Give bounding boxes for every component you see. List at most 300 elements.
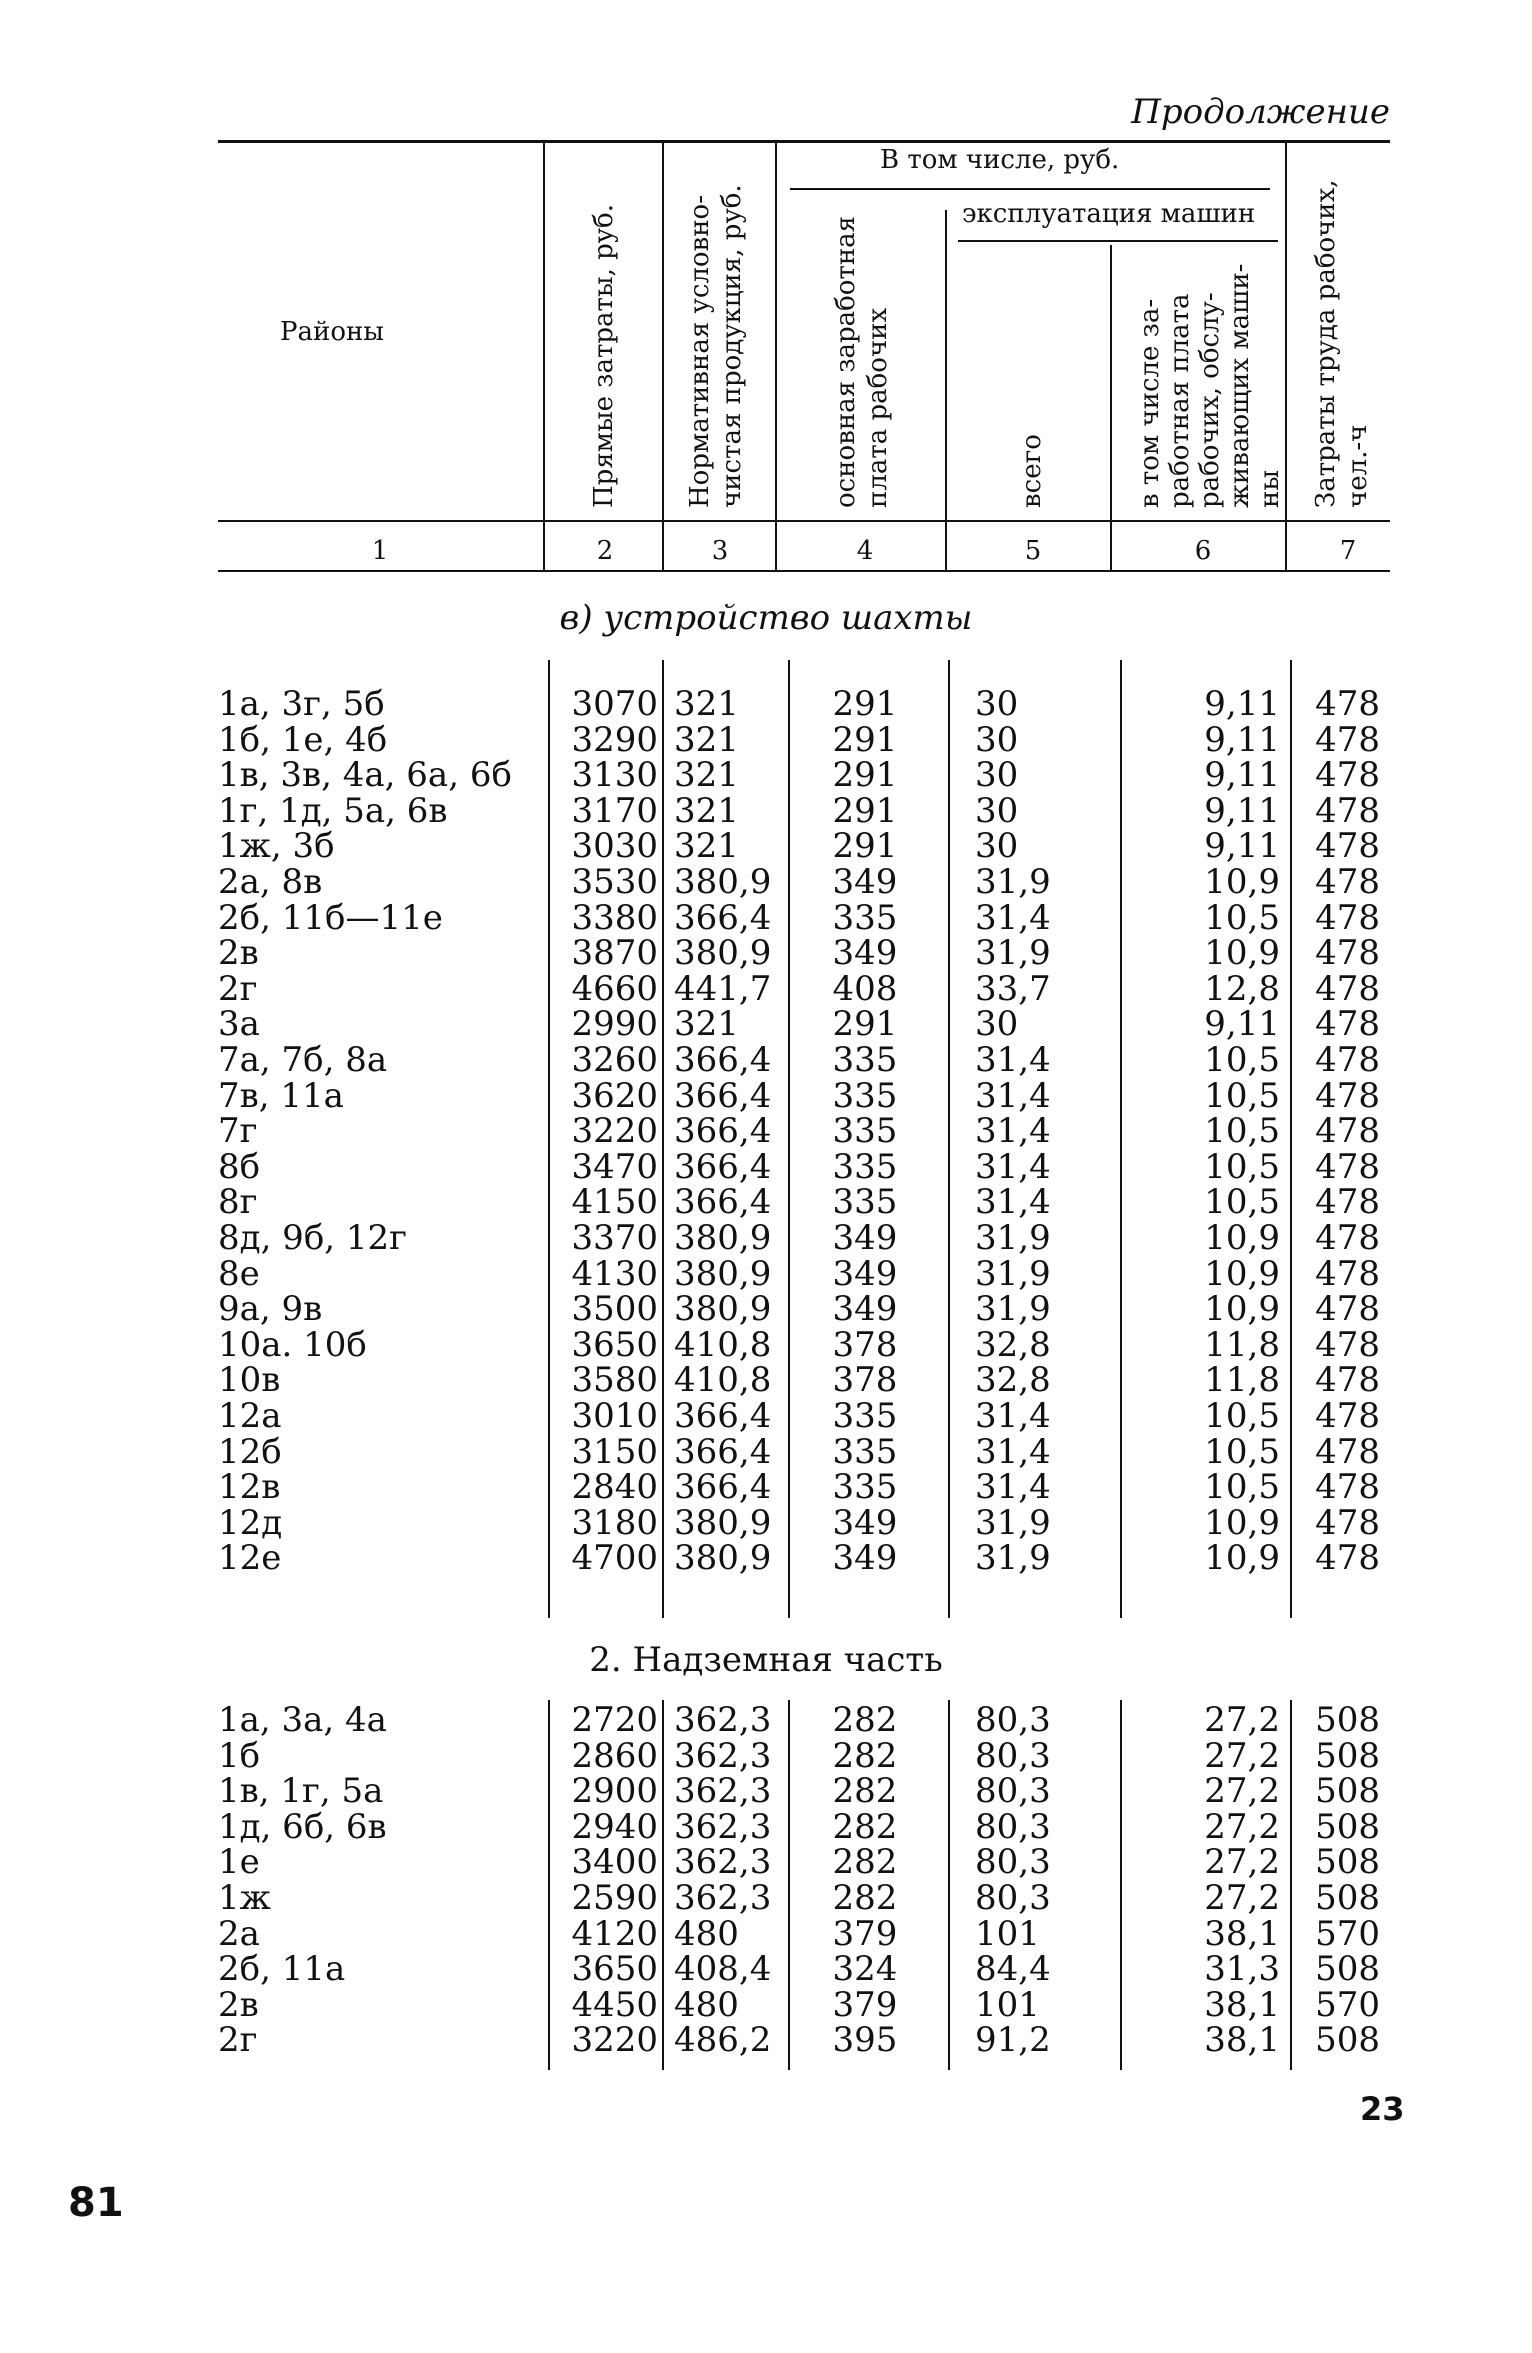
basic-wage-cell: 378 xyxy=(832,1324,898,1365)
labor-cell: 478 xyxy=(1315,1111,1380,1152)
region-cell: 12в xyxy=(218,1467,281,1508)
region-cell: 1б xyxy=(218,1735,261,1776)
labor-cell: 478 xyxy=(1315,790,1380,831)
labor-cell: 478 xyxy=(1315,1360,1380,1401)
table-row xyxy=(0,1042,1532,1078)
normative-cell: 366,4 xyxy=(674,1040,772,1080)
column-number-5: 5 xyxy=(1024,536,1042,566)
machine-total-cell: 30 xyxy=(975,755,1019,796)
normative-cell: 321 xyxy=(674,790,739,831)
labor-cell: 508 xyxy=(1315,1806,1380,1847)
table-row xyxy=(0,1735,1532,1776)
direct-costs-cell: 3530 xyxy=(571,862,658,902)
direct-costs-cell: 2840 xyxy=(571,1467,658,1508)
table-row xyxy=(0,933,1532,974)
region-cell: 2а xyxy=(218,1913,260,1954)
labor-cell: 570 xyxy=(1315,1913,1380,1954)
direct-costs-cell: 4150 xyxy=(571,1182,658,1223)
header-vrule-2 xyxy=(662,140,664,570)
machine-wage-cell: 9,11 xyxy=(1204,790,1280,831)
machine-total-cell: 84,4 xyxy=(975,1949,1051,1990)
direct-costs-cell: 2940 xyxy=(571,1806,658,1847)
machine-total-cell: 30 xyxy=(975,826,1019,867)
basic-wage-cell: 395 xyxy=(832,2020,898,2061)
machine-total-cell: 32,8 xyxy=(975,1324,1051,1365)
direct-costs-cell: 3370 xyxy=(571,1218,658,1258)
machine-wage-cell: 9,11 xyxy=(1204,1004,1280,1045)
direct-costs-cell: 3070 xyxy=(571,684,658,724)
region-cell: 1а, 3а, 4а xyxy=(218,1700,387,1740)
basic-wage-cell: 291 xyxy=(832,1004,898,1045)
normative-cell: 321 xyxy=(674,684,739,724)
direct-costs-cell: 4700 xyxy=(571,1538,658,1579)
region-cell: 2г xyxy=(218,968,258,1009)
header-direct-costs: Прямые затраты, руб. xyxy=(589,204,619,508)
machine-wage-cell: 9,11 xyxy=(1204,826,1280,867)
machine-wage-cell: 10,9 xyxy=(1204,1502,1280,1543)
basic-wage-cell: 335 xyxy=(832,897,898,938)
direct-costs-cell: 3650 xyxy=(571,1324,658,1365)
normative-cell: 486,2 xyxy=(674,2020,772,2061)
header-normative-line2: чистая продукция, руб. xyxy=(717,184,747,508)
basic-wage-cell: 378 xyxy=(832,1360,898,1401)
machine-total-cell: 31,9 xyxy=(975,933,1051,974)
direct-costs-cell: 3180 xyxy=(571,1502,658,1543)
region-cell: 1г, 1д, 5а, 6в xyxy=(218,790,448,831)
header-vrule-1 xyxy=(543,140,545,570)
labor-cell: 478 xyxy=(1315,1431,1380,1472)
region-cell: 8б xyxy=(218,1146,261,1187)
labor-cell: 508 xyxy=(1315,1949,1380,1990)
machine-total-cell: 101 xyxy=(975,1913,1040,1954)
normative-cell: 480 xyxy=(674,1984,739,2025)
normative-cell: 321 xyxy=(674,755,739,796)
labor-cell: 478 xyxy=(1315,1075,1380,1116)
direct-costs-cell: 3010 xyxy=(571,1396,658,1436)
machine-wage-cell: 27,2 xyxy=(1204,1842,1280,1883)
header-incl-wage-line3: рабочих, обслу- xyxy=(1195,292,1225,508)
table-row xyxy=(0,1075,1532,1116)
header-basic-wage-line2: плата рабочих xyxy=(863,307,893,508)
basic-wage-cell: 349 xyxy=(832,933,898,974)
column-number-7: 7 xyxy=(1339,536,1357,566)
machine-total-cell: 31,4 xyxy=(975,1182,1051,1223)
section-title-shaft: в) устройство шахты xyxy=(559,598,973,638)
region-cell: 2б, 11б—11е xyxy=(218,897,443,938)
normative-cell: 380,9 xyxy=(674,1538,772,1579)
basic-wage-cell: 335 xyxy=(832,1075,898,1116)
table-row xyxy=(0,1806,1532,1847)
header-vrule-4 xyxy=(945,210,947,570)
table-row xyxy=(0,864,1532,900)
machine-wage-cell: 10,5 xyxy=(1204,1040,1280,1080)
margin-marker: 81 xyxy=(68,2180,124,2226)
direct-costs-cell: 3170 xyxy=(571,790,658,831)
table-row xyxy=(0,719,1532,760)
direct-costs-cell: 3870 xyxy=(571,933,658,974)
region-cell: 7г xyxy=(218,1111,258,1152)
header-basic-wage-line1: основная заработная xyxy=(831,215,861,508)
machine-wage-cell: 38,1 xyxy=(1204,1984,1280,2025)
direct-costs-cell: 2900 xyxy=(571,1771,658,1812)
machine-wage-cell: 12,8 xyxy=(1204,968,1280,1009)
direct-costs-cell: 3030 xyxy=(571,826,658,867)
table-row xyxy=(0,1398,1532,1434)
machine-wage-cell: 10,9 xyxy=(1204,1289,1280,1330)
machine-total-cell: 31,4 xyxy=(975,1146,1051,1187)
machine-wage-cell: 10,5 xyxy=(1204,1111,1280,1152)
normative-cell: 362,3 xyxy=(674,1806,772,1847)
header-incl-wage-line4: живающих маши- xyxy=(1225,263,1255,508)
normative-cell: 380,9 xyxy=(674,1502,772,1543)
direct-costs-cell: 4120 xyxy=(571,1913,658,1954)
basic-wage-cell: 335 xyxy=(832,1040,898,1080)
header-incl-wage-line2: работная плата xyxy=(1165,293,1195,508)
normative-cell: 366,4 xyxy=(674,1075,772,1116)
region-cell: 8д, 9б, 12г xyxy=(218,1218,407,1258)
normative-cell: 366,4 xyxy=(674,1431,772,1472)
labor-cell: 478 xyxy=(1315,1467,1380,1508)
region-cell: 2в xyxy=(218,933,259,974)
basic-wage-cell: 291 xyxy=(832,790,898,831)
direct-costs-cell: 2860 xyxy=(571,1735,658,1776)
table-row xyxy=(0,1913,1532,1954)
labor-cell: 478 xyxy=(1315,1396,1380,1436)
region-cell: 8г xyxy=(218,1182,258,1223)
header-including: В том числе, руб. xyxy=(880,145,1120,175)
machine-total-cell: 30 xyxy=(975,684,1019,724)
region-cell: 12б xyxy=(218,1431,282,1472)
normative-cell: 480 xyxy=(674,1913,739,1954)
labor-cell: 478 xyxy=(1315,1538,1380,1579)
normative-cell: 321 xyxy=(674,1004,739,1045)
table-row xyxy=(0,1146,1532,1187)
header-bottom-rule xyxy=(218,520,1390,522)
basic-wage-cell: 282 xyxy=(832,1842,898,1883)
table-row xyxy=(0,1880,1532,1916)
region-cell: 2г xyxy=(218,2020,258,2061)
region-cell: 1в, 3в, 4а, 6а, 6б xyxy=(218,755,512,796)
machine-total-cell: 31,9 xyxy=(975,1218,1051,1258)
column-number-2: 2 xyxy=(596,536,614,566)
region-cell: 1б, 1е, 4б xyxy=(218,719,388,760)
machine-total-cell: 33,7 xyxy=(975,968,1051,1009)
header-labor-line2: чел.-ч xyxy=(1343,424,1373,508)
basic-wage-cell: 379 xyxy=(832,1984,898,2025)
machine-total-cell: 80,3 xyxy=(975,1842,1051,1883)
header-vrule-5 xyxy=(1110,245,1112,570)
basic-wage-cell: 335 xyxy=(832,1467,898,1508)
normative-cell: 362,3 xyxy=(674,1735,772,1776)
machine-wage-cell: 9,11 xyxy=(1204,719,1280,760)
labor-cell: 508 xyxy=(1315,1700,1380,1740)
basic-wage-cell: 282 xyxy=(832,1806,898,1847)
labor-cell: 508 xyxy=(1315,1878,1380,1918)
machine-wage-cell: 27,2 xyxy=(1204,1878,1280,1918)
header-total: всего xyxy=(1017,434,1047,508)
region-cell: 3а xyxy=(218,1004,260,1045)
machine-total-cell: 31,9 xyxy=(975,862,1051,902)
region-cell: 12а xyxy=(218,1396,282,1436)
labor-cell: 478 xyxy=(1315,1146,1380,1187)
normative-cell: 321 xyxy=(674,719,739,760)
column-numbers-rule xyxy=(218,570,1390,572)
normative-cell: 441,7 xyxy=(674,968,772,1009)
direct-costs-cell: 3220 xyxy=(571,1111,658,1152)
machine-total-cell: 31,9 xyxy=(975,1289,1051,1330)
machine-wage-cell: 27,2 xyxy=(1204,1700,1280,1740)
region-cell: 9а, 9в xyxy=(218,1289,323,1330)
machine-total-cell: 80,3 xyxy=(975,1700,1051,1740)
table-row xyxy=(0,1111,1532,1152)
region-cell: 2в xyxy=(218,1984,259,2025)
labor-cell: 478 xyxy=(1315,719,1380,760)
machine-total-cell: 30 xyxy=(975,1004,1019,1045)
region-cell: 12д xyxy=(218,1502,283,1543)
labor-cell: 478 xyxy=(1315,897,1380,938)
normative-cell: 362,3 xyxy=(674,1842,772,1883)
header-incl-wage-line5: ны xyxy=(1255,469,1285,508)
machine-wage-cell: 11,8 xyxy=(1204,1360,1280,1401)
basic-wage-cell: 349 xyxy=(832,1218,898,1258)
column-number-6: 6 xyxy=(1194,536,1212,566)
machine-total-cell: 31,4 xyxy=(975,1431,1051,1472)
region-cell: 10в xyxy=(218,1360,281,1401)
machine-total-cell: 31,4 xyxy=(975,1040,1051,1080)
table-row xyxy=(0,897,1532,938)
machine-total-cell: 31,4 xyxy=(975,897,1051,938)
normative-cell: 366,4 xyxy=(674,897,772,938)
labor-cell: 508 xyxy=(1315,1771,1380,1812)
basic-wage-cell: 349 xyxy=(832,1502,898,1543)
normative-cell: 380,9 xyxy=(674,1218,772,1258)
basic-wage-cell: 291 xyxy=(832,719,898,760)
table-row xyxy=(0,968,1532,1009)
labor-cell: 478 xyxy=(1315,755,1380,796)
labor-cell: 570 xyxy=(1315,1984,1380,2025)
machine-wage-cell: 31,3 xyxy=(1204,1949,1280,1990)
labor-cell: 478 xyxy=(1315,1502,1380,1543)
basic-wage-cell: 349 xyxy=(832,1538,898,1579)
continuation-label: Продолжение xyxy=(1131,92,1390,132)
direct-costs-cell: 3620 xyxy=(571,1075,658,1116)
header-normative-line1: Нормативная условно- xyxy=(685,195,715,508)
region-cell: 1ж, 3б xyxy=(218,826,335,867)
basic-wage-cell: 335 xyxy=(832,1111,898,1152)
machine-wage-cell: 11,8 xyxy=(1204,1324,1280,1365)
labor-cell: 508 xyxy=(1315,2020,1380,2061)
machine-wage-cell: 9,11 xyxy=(1204,755,1280,796)
table-row xyxy=(0,1771,1532,1812)
direct-costs-cell: 3400 xyxy=(571,1842,658,1883)
region-cell: 1а, 3г, 5б xyxy=(218,684,385,724)
region-cell: 2б, 11а xyxy=(218,1949,346,1990)
header-machine-operation: эксплуатация машин xyxy=(962,199,1256,229)
basic-wage-cell: 335 xyxy=(832,1146,898,1187)
table-row xyxy=(0,1182,1532,1223)
direct-costs-cell: 3150 xyxy=(571,1431,658,1472)
region-cell: 1е xyxy=(218,1842,260,1883)
direct-costs-cell: 3130 xyxy=(571,755,658,796)
machine-wage-cell: 10,9 xyxy=(1204,862,1280,902)
table-row xyxy=(0,1289,1532,1330)
basic-wage-cell: 349 xyxy=(832,862,898,902)
direct-costs-cell: 3290 xyxy=(571,719,658,760)
machines-span-rule xyxy=(958,240,1278,242)
table-row xyxy=(0,1502,1532,1543)
table-row xyxy=(0,686,1532,722)
labor-cell: 508 xyxy=(1315,1735,1380,1776)
direct-costs-cell: 3220 xyxy=(571,2020,658,2061)
region-cell: 10а. 10б xyxy=(218,1324,367,1365)
direct-costs-cell: 2590 xyxy=(571,1878,658,1918)
machine-wage-cell: 38,1 xyxy=(1204,1913,1280,1954)
table-row xyxy=(0,1360,1532,1401)
region-cell: 12е xyxy=(218,1538,282,1579)
normative-cell: 380,9 xyxy=(674,1289,772,1330)
direct-costs-cell: 4130 xyxy=(571,1253,658,1294)
labor-cell: 508 xyxy=(1315,1842,1380,1883)
column-number-3: 3 xyxy=(711,536,729,566)
table-row xyxy=(0,1253,1532,1294)
normative-cell: 366,4 xyxy=(674,1467,772,1508)
region-cell: 1в, 1г, 5а xyxy=(218,1771,384,1812)
header-incl-wage-line1: в том числе за- xyxy=(1135,298,1165,508)
basic-wage-cell: 282 xyxy=(832,1771,898,1812)
table-row xyxy=(0,1538,1532,1579)
table-row xyxy=(0,1467,1532,1508)
machine-total-cell: 80,3 xyxy=(975,1806,1051,1847)
labor-cell: 478 xyxy=(1315,1004,1380,1045)
machine-total-cell: 31,9 xyxy=(975,1538,1051,1579)
labor-cell: 478 xyxy=(1315,933,1380,974)
basic-wage-cell: 335 xyxy=(832,1431,898,1472)
direct-costs-cell: 2720 xyxy=(571,1700,658,1740)
table-row xyxy=(0,1984,1532,2025)
machine-wage-cell: 10,5 xyxy=(1204,1467,1280,1508)
direct-costs-cell: 3380 xyxy=(571,897,658,938)
normative-cell: 380,9 xyxy=(674,933,772,974)
machine-wage-cell: 27,2 xyxy=(1204,1806,1280,1847)
basic-wage-cell: 282 xyxy=(832,1735,898,1776)
labor-cell: 478 xyxy=(1315,1040,1380,1080)
normative-cell: 366,4 xyxy=(674,1146,772,1187)
header-regions: Районы xyxy=(280,317,384,347)
basic-wage-cell: 282 xyxy=(832,1878,898,1918)
machine-total-cell: 80,3 xyxy=(975,1771,1051,1812)
machine-wage-cell: 38,1 xyxy=(1204,2020,1280,2061)
column-number-4: 4 xyxy=(856,536,874,566)
table-row xyxy=(0,1324,1532,1365)
labor-cell: 478 xyxy=(1315,968,1380,1009)
basic-wage-cell: 408 xyxy=(832,968,898,1009)
machine-total-cell: 31,4 xyxy=(975,1075,1051,1116)
machine-total-cell: 80,3 xyxy=(975,1735,1051,1776)
machine-wage-cell: 9,11 xyxy=(1204,684,1280,724)
normative-cell: 366,4 xyxy=(674,1182,772,1223)
region-cell: 7а, 7б, 8а xyxy=(218,1040,388,1080)
basic-wage-cell: 291 xyxy=(832,755,898,796)
labor-cell: 478 xyxy=(1315,684,1380,724)
machine-total-cell: 31,9 xyxy=(975,1502,1051,1543)
basic-wage-cell: 349 xyxy=(832,1253,898,1294)
basic-wage-cell: 379 xyxy=(832,1913,898,1954)
labor-cell: 478 xyxy=(1315,1182,1380,1223)
machine-wage-cell: 10,5 xyxy=(1204,1396,1280,1436)
basic-wage-cell: 335 xyxy=(832,1182,898,1223)
direct-costs-cell: 3580 xyxy=(571,1360,658,1401)
direct-costs-cell: 4660 xyxy=(571,968,658,1009)
page-number: 23 xyxy=(1360,2090,1405,2128)
normative-cell: 366,4 xyxy=(674,1396,772,1436)
machine-total-cell: 31,4 xyxy=(975,1396,1051,1436)
normative-cell: 410,8 xyxy=(674,1360,772,1401)
labor-cell: 478 xyxy=(1315,1218,1380,1258)
table-row xyxy=(0,1949,1532,1990)
direct-costs-cell: 3500 xyxy=(571,1289,658,1330)
section-title-above-ground: 2. Надземная часть xyxy=(589,1640,943,1680)
normative-cell: 410,8 xyxy=(674,1324,772,1365)
machine-total-cell: 91,2 xyxy=(975,2020,1051,2061)
labor-cell: 478 xyxy=(1315,826,1380,867)
machine-total-cell: 30 xyxy=(975,719,1019,760)
table-row xyxy=(0,1702,1532,1738)
machine-total-cell: 32,8 xyxy=(975,1360,1051,1401)
machine-total-cell: 31,9 xyxy=(975,1253,1051,1294)
machine-total-cell: 31,4 xyxy=(975,1111,1051,1152)
region-cell: 2а, 8в xyxy=(218,862,323,902)
direct-costs-cell: 3650 xyxy=(571,1949,658,1990)
machine-wage-cell: 10,9 xyxy=(1204,933,1280,974)
region-cell: 1д, 6б, 6в xyxy=(218,1806,387,1847)
table-row xyxy=(0,755,1532,796)
region-cell: 8е xyxy=(218,1253,260,1294)
machine-wage-cell: 10,9 xyxy=(1204,1218,1280,1258)
normative-cell: 366,4 xyxy=(674,1111,772,1152)
header-labor-line1: Затраты труда рабочих, xyxy=(1311,179,1341,508)
direct-costs-cell: 3260 xyxy=(571,1040,658,1080)
normative-cell: 380,9 xyxy=(674,1253,772,1294)
normative-cell: 408,4 xyxy=(674,1949,772,1990)
table-row xyxy=(0,1842,1532,1883)
machine-wage-cell: 27,2 xyxy=(1204,1771,1280,1812)
table-row xyxy=(0,826,1532,867)
machine-total-cell: 101 xyxy=(975,1984,1040,2025)
table-row xyxy=(0,790,1532,831)
machine-total-cell: 31,4 xyxy=(975,1467,1051,1508)
labor-cell: 478 xyxy=(1315,1253,1380,1294)
table-row xyxy=(0,1431,1532,1472)
direct-costs-cell: 3470 xyxy=(571,1146,658,1187)
normative-cell: 362,3 xyxy=(674,1878,772,1918)
table-row xyxy=(0,1004,1532,1045)
machine-wage-cell: 10,5 xyxy=(1204,1146,1280,1187)
machine-wage-cell: 10,5 xyxy=(1204,1075,1280,1116)
direct-costs-cell: 2990 xyxy=(571,1004,658,1045)
machine-total-cell: 80,3 xyxy=(975,1878,1051,1918)
machine-wage-cell: 10,9 xyxy=(1204,1538,1280,1579)
labor-cell: 478 xyxy=(1315,862,1380,902)
table-row xyxy=(0,2020,1532,2061)
table-top-rule xyxy=(218,140,1390,143)
machine-wage-cell: 10,5 xyxy=(1204,1431,1280,1472)
normative-cell: 362,3 xyxy=(674,1771,772,1812)
normative-cell: 321 xyxy=(674,826,739,867)
header-vrule-3 xyxy=(775,140,777,570)
basic-wage-cell: 282 xyxy=(832,1700,898,1740)
machine-wage-cell: 10,9 xyxy=(1204,1253,1280,1294)
normative-cell: 380,9 xyxy=(674,862,772,902)
